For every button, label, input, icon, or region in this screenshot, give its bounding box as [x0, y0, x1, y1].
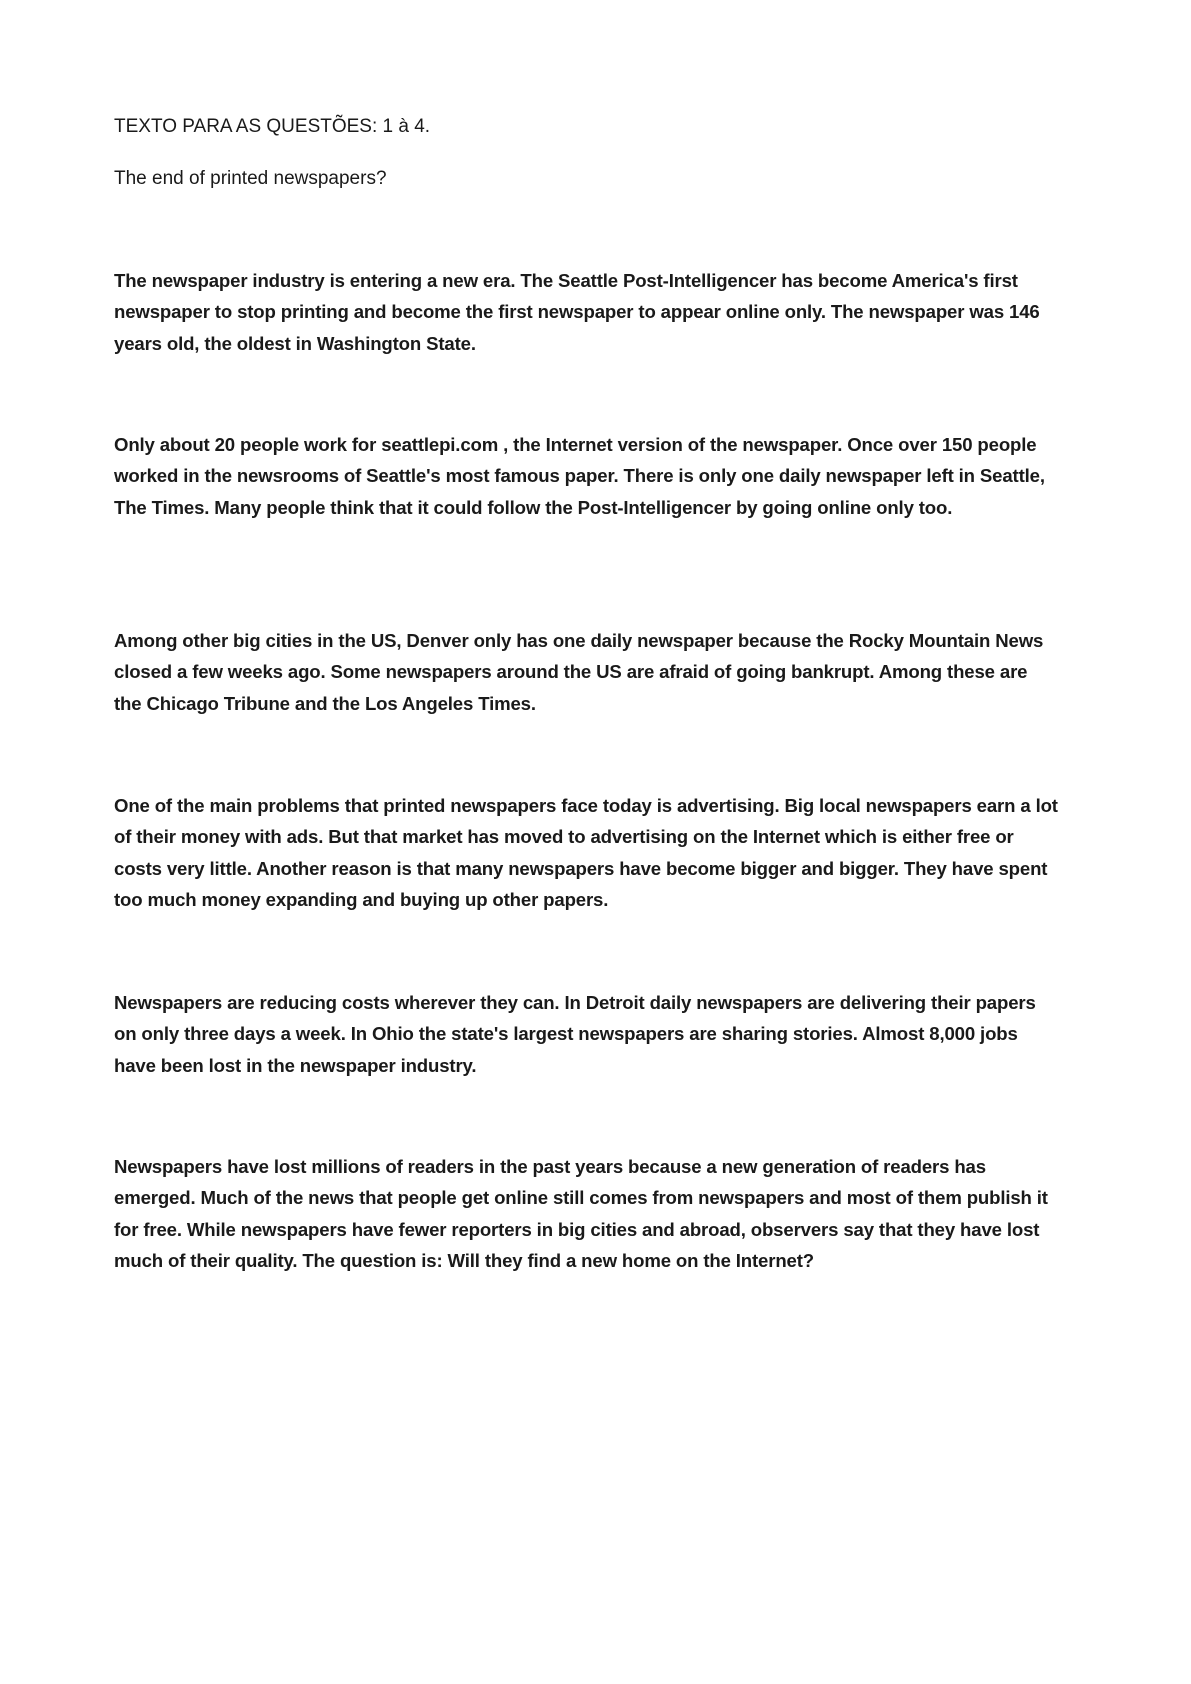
- paragraph-2: Only about 20 people work for seattlepi.com , the Internet version of the newspaper. Once over 150 people worked in the newsrooms of Seattle's most famous paper. There is only one daily newspaper left in Seattle, The Times. Many people think that it could follow the Post-Intelligencer by going online only too.: [114, 434, 1045, 518]
- paragraph-3: Among other big cities in the US, Denver only has one daily newspaper because the Rocky Mountain News closed a few weeks ago. Some newspapers around the US are afraid of going bankrupt. Among these are the Chicago Tribune and the Los Angeles Times.: [114, 630, 1044, 714]
- questions-header: TEXTO PARA AS QUESTÕES: 1 à 4.: [114, 116, 431, 137]
- article-title: The end of printed newspapers?: [114, 168, 387, 189]
- paragraph-5: Newspapers are reducing costs wherever they can. In Detroit daily newspapers are delivering their papers on only three days a week. In Ohio the state's largest newspapers are sharing stories. Almost 8,000 jobs have been lost in the newspaper industry.: [114, 992, 1036, 1076]
- paragraph-6: Newspapers have lost millions of readers in the past years because a new generation of readers has emerged. Much of the news that people get online still comes from newspapers and most of them publish it for free. While newspapers have fewer reporters in big cities and abroad, observers say that they have lost much of their quality. The question is: Will they find a new home on the Internet?: [114, 1156, 1048, 1271]
- paragraph-1: The newspaper industry is entering a new era. The Seattle Post-Intelligencer has become America's first newspaper to stop printing and become the first newspaper to appear online only. The newspaper was 146 years old, the oldest in Washington State.: [114, 270, 1040, 354]
- paragraph-4: One of the main problems that printed newspapers face today is advertising. Big local newspapers earn a lot of their money with ads. But that market has moved to advertising on the Internet which is either free or costs very little. Another reason is that many newspapers have become bigger and bigger. They have spent too much money expanding and buying up other papers.: [114, 795, 1058, 910]
